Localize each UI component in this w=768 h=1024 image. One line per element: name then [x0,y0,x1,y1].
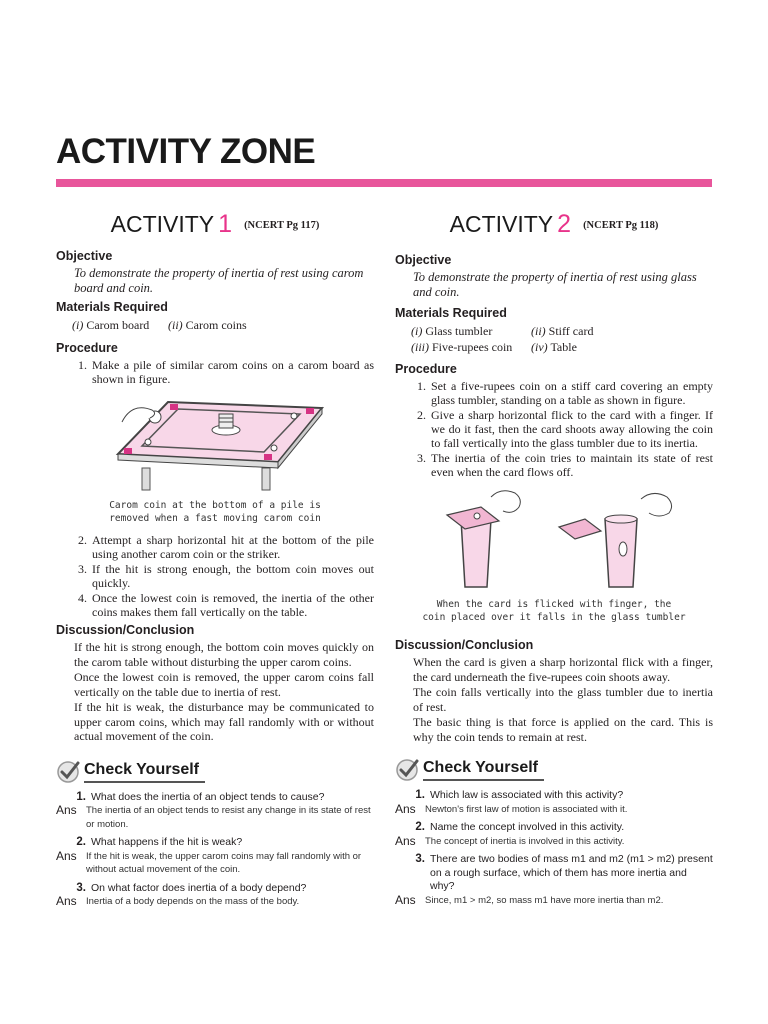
discussion-paragraph: Once the lowest coin is removed, the upper carom coins fall vertically on the table due to inertia of rest. [74,670,374,699]
activity-1-heading [56,210,374,239]
material-item: (ii) Carom coins [168,318,247,332]
figure-caption-line-2: removed when a fast moving carom coin [109,513,321,524]
discussion-text [56,640,374,744]
material-item: (iii) Five-rupees coin [411,340,513,354]
discussion-paragraph: If the hit is weak, the disturbance may be communicated to upper carom coins, which may fall randomly with or without actual movement of the coin. [74,700,374,743]
question: 2. Name the concept involved in this activity. [415,821,625,833]
question: 2. What happens if the hit is weak? [76,836,243,848]
glass-tumbler-illustration [395,483,713,593]
check-mark-icon [395,756,421,782]
material-item: (iv) Table [531,340,577,354]
question: 3. On what factor does inertia of a body depend? [76,881,307,894]
figure-caption-line-1: Carom coin at the bottom of a pile is [109,500,321,511]
ncert-reference: (NCERT Pg 118) [583,220,659,231]
procedure-heading: Procedure [395,362,457,376]
activity-number: 2 [557,210,572,238]
carom-board-illustration [56,390,374,494]
material-item: (i) Carom board [72,318,150,332]
materials-heading: Materials Required [56,300,168,314]
procedure-list [395,379,713,479]
objective-heading: Objective [395,253,452,267]
question: 1. What does the inertia of an object tends to cause? [76,790,325,803]
answer: Ans The inertia of an object tends to resist any change in its state of rest or motion. [56,803,371,830]
discussion-heading: Discussion/Conclusion [395,638,534,652]
answer: Ans Newton's first law of motion is associated with it. [395,801,628,816]
glass-card-figure [395,483,713,624]
objective-text: To demonstrate the property of inertia of rest using glass and coin. [413,270,697,299]
procedure-step: 1. Set a five-rupees coin on a stiff card covering an empty glass tumbler, standing on a table as shown in figure. [429,379,713,407]
check-yourself-label: Check Yourself [423,759,544,781]
procedure-list [56,358,374,386]
material-item: (ii) Stiff card [531,324,594,338]
discussion-heading: Discussion/Conclusion [56,623,195,637]
ncert-reference: (NCERT Pg 117) [244,220,320,231]
procedure-step: 1. Make a pile of similar carom coins on a carom board as shown in figure. [90,358,374,386]
objective-text: To demonstrate the property of inertia of rest using carom board and coin. [74,266,364,295]
material-item: (i) Glass tumbler [411,324,493,338]
activity-word: ACTIVITY [449,211,554,237]
page-title: ACTIVITY ZONE [56,132,316,171]
procedure-step: 3. The inertia of the coin tries to maintain its state of rest even when the card flows off. [429,451,713,479]
activity-1-column [56,210,374,909]
objective-heading: Objective [56,249,113,263]
check-yourself-label: Check Yourself [84,761,205,783]
discussion-paragraph: When the card is given a sharp horizontal flick with a finger, the card underneath the five-rupees coin shoots away. [413,655,713,684]
title-divider [56,179,712,187]
question: 3. There are two bodies of mass m1 and m2 (m1 > m2) present on a rough surface, which of them has more inertia and why? [415,853,713,892]
question: 1. Which law is associated with this activity? [415,789,624,801]
check-yourself-heading [395,756,713,784]
procedure-step: 2. Attempt a sharp horizontal hit at the bottom of the pile using another carom coin or the striker. [90,533,374,561]
materials-list [411,323,713,355]
check-yourself-qa [56,791,374,909]
discussion-text [395,655,713,744]
figure-caption-line-1: When the card is flicked with finger, the [436,599,672,610]
answer: Ans The concept of inertia is involved in this activity. [395,833,625,848]
procedure-step: 2. Give a sharp horizontal flick to the card with a finger. If we do it fast, then the card shoots away allowing the coin to fall vertically into the glass tumbler due to its inertia. [429,408,713,450]
check-yourself-qa [395,789,713,907]
check-yourself-heading [56,758,374,786]
answer: Ans If the hit is weak, the upper carom coins may fall randomly with or without actual movement of the coin. [56,848,362,875]
check-mark-icon [56,758,82,784]
materials-heading: Materials Required [395,306,507,320]
procedure-heading: Procedure [56,341,118,355]
materials-list [72,317,374,333]
activity-number: 1 [218,210,233,238]
procedure-step: 4. Once the lowest coin is removed, the inertia of the other coins makes them fall vertically on the table. [90,591,374,619]
answer: Ans Inertia of a body depends on the mass of the body. [56,894,300,908]
activity-2-heading [395,210,713,239]
discussion-paragraph: If the hit is strong enough, the bottom coin moves quickly on the carom table without disturbing the upper carom coins. [74,640,374,669]
activity-2-column [395,210,713,907]
carom-board-figure [56,390,374,525]
procedure-list-continued [56,533,374,619]
answer: Ans Since, m1 > m2, so mass m1 have more inertia than m2. [395,892,664,907]
activity-word: ACTIVITY [110,211,215,237]
discussion-paragraph: The basic thing is that force is applied on the card. This is why the coin tends to remain at rest. [413,715,713,744]
procedure-step: 3. If the hit is strong enough, the bottom coin moves out quickly. [90,562,374,590]
figure-caption-line-2: coin placed over it falls in the glass tumbler [422,612,686,623]
discussion-paragraph: The coin falls vertically into the glass tumbler due to inertia of rest. [413,685,713,714]
